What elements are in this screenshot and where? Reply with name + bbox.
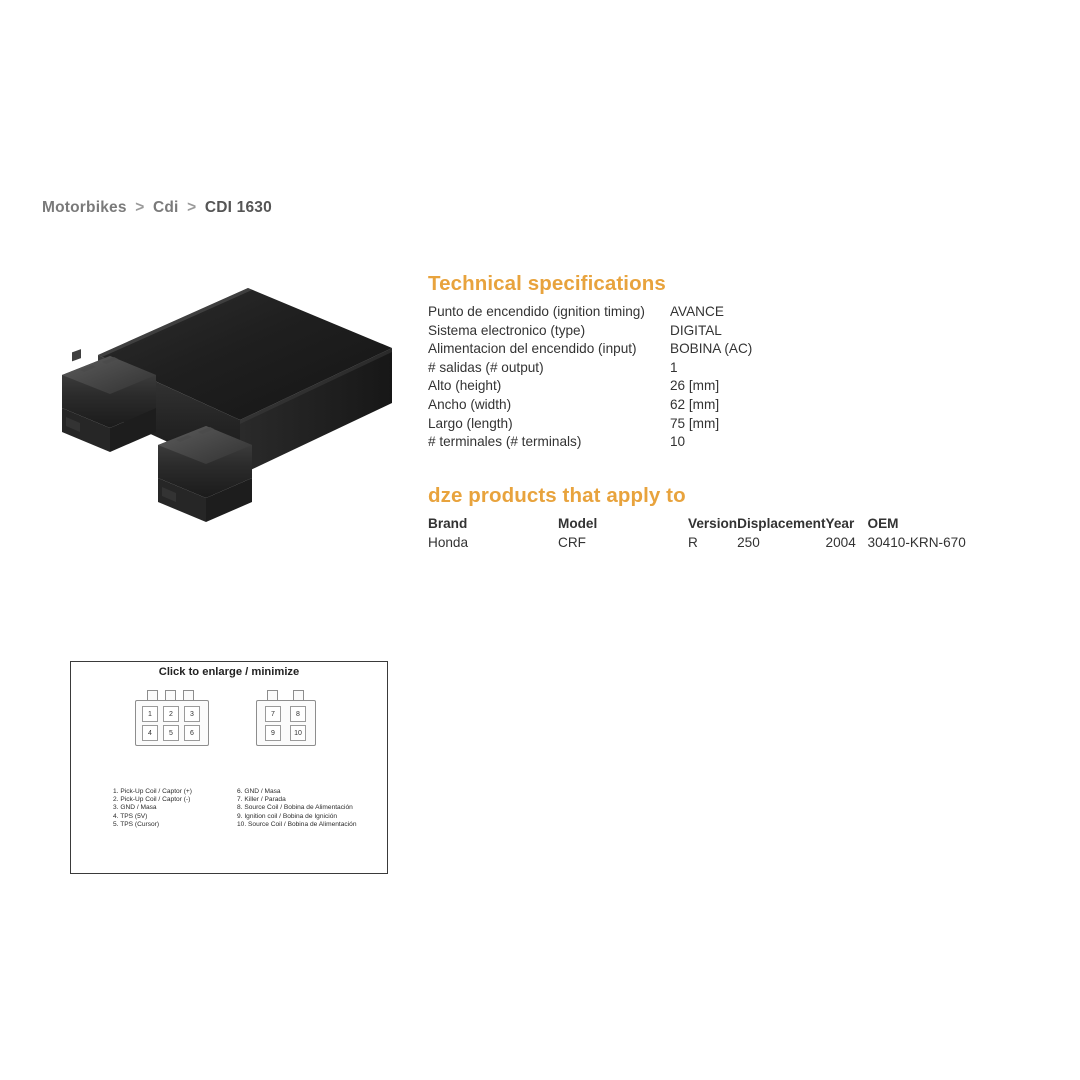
pin-5: 5 [163,725,179,741]
pin-7: 7 [265,706,281,722]
column-header-version: Version [688,516,738,531]
pin-3: 3 [184,706,200,722]
connector-b-4pin [256,700,316,746]
legend-item: 10. Source Coil / Bobina de Alimentación [237,820,357,828]
spec-value: 75 [mm] [670,415,720,431]
cell-oem: 30410-KRN-670 [867,535,966,550]
table-row [428,378,752,397]
cell-version: R [688,535,698,550]
spec-value: DIGITAL [670,322,722,338]
connector-diagrams [71,688,387,828]
pin-legend-column-left [113,788,192,829]
spec-key: Sistema electronico (type) [428,322,586,338]
spec-key: Punto de encendido (ignition timing) [428,304,645,319]
table-row [428,304,752,323]
connector-a-6pin [135,700,209,746]
connector-a-pins [136,701,208,745]
pin-10: 10 [290,725,306,741]
column-header-model: Model [558,516,598,531]
legend-item: 6. GND / Masa [237,788,281,795]
legend-item: 9. Ignition coil / Bobina de Ignición [237,812,338,820]
spec-key: Ancho (width) [428,396,512,412]
pin-6: 6 [184,725,200,741]
column-header-year: Year [825,516,855,531]
cell-model: CRF [558,535,586,550]
spec-key: Alto (height) [428,378,502,394]
legend-item: 3. GND / Masa [113,804,157,812]
technical-specifications-section [428,272,988,453]
spec-value: 62 [mm] [670,396,720,412]
applications-table [428,516,1008,550]
column-header-oem: OEM [867,516,899,531]
spec-key: # salidas (# output) [428,359,544,375]
cell-year: 2004 [825,535,856,550]
table-row [428,360,752,379]
table-row [428,341,752,360]
pinout-diagram-panel[interactable] [70,661,388,874]
spec-key: Largo (length) [428,415,513,431]
spec-value: 1 [670,359,678,375]
pin-4: 4 [142,725,158,741]
pin-8: 8 [290,706,306,722]
applications-section [428,484,1048,550]
pin-2: 2 [163,706,179,722]
product-photo[interactable] [40,270,410,570]
breadcrumb-separator: > [187,199,197,216]
connector-b-pins [257,701,315,745]
breadcrumb [42,199,272,217]
pin-9: 9 [265,725,281,741]
table-row [428,535,1008,550]
cell-displacement: 250 [737,535,760,550]
table-row [428,416,752,435]
table-row [428,397,752,416]
spec-value: BOBINA (AC) [670,341,753,357]
column-header-brand: Brand [428,516,468,531]
specifications-table [428,304,752,453]
spec-key: Alimentacion del encendido (input) [428,341,637,357]
legend-item: 8. Source Coil / Bobina de Alimentación [237,804,353,812]
breadcrumb-separator: > [135,199,145,216]
table-header-row [428,516,1008,535]
breadcrumb-item-motorbikes[interactable]: Motorbikes [42,199,127,216]
spec-key: # terminales (# terminals) [428,434,582,450]
spec-value: 26 [mm] [670,378,720,394]
legend-item: 1. Pick-Up Coil / Captor (+) [113,788,192,795]
applications-title: dze products that apply to [428,484,686,507]
cdi-module-illustration [40,270,410,570]
cell-brand: Honda [428,535,469,550]
breadcrumb-item-cdi[interactable]: Cdi [152,199,179,216]
breadcrumb-item-current: CDI 1630 [204,199,272,216]
legend-item: 7. Killer / Parada [237,796,286,804]
spec-value: 10 [670,434,686,450]
diagram-toggle-label[interactable]: Click to enlarge / minimize [158,666,300,678]
pin-1: 1 [142,706,158,722]
legend-item: 2. Pick-Up Coil / Captor (-) [113,796,191,804]
table-row [428,434,752,453]
spec-value: AVANCE [670,304,724,319]
column-header-displacement: Displacement [737,516,826,531]
specifications-title: Technical specifications [428,272,666,295]
table-row [428,323,752,342]
legend-item: 4. TPS (5V) [113,812,148,820]
legend-item: 5. TPS (Cursor) [113,820,160,828]
pin-legend-column-right [237,788,357,829]
